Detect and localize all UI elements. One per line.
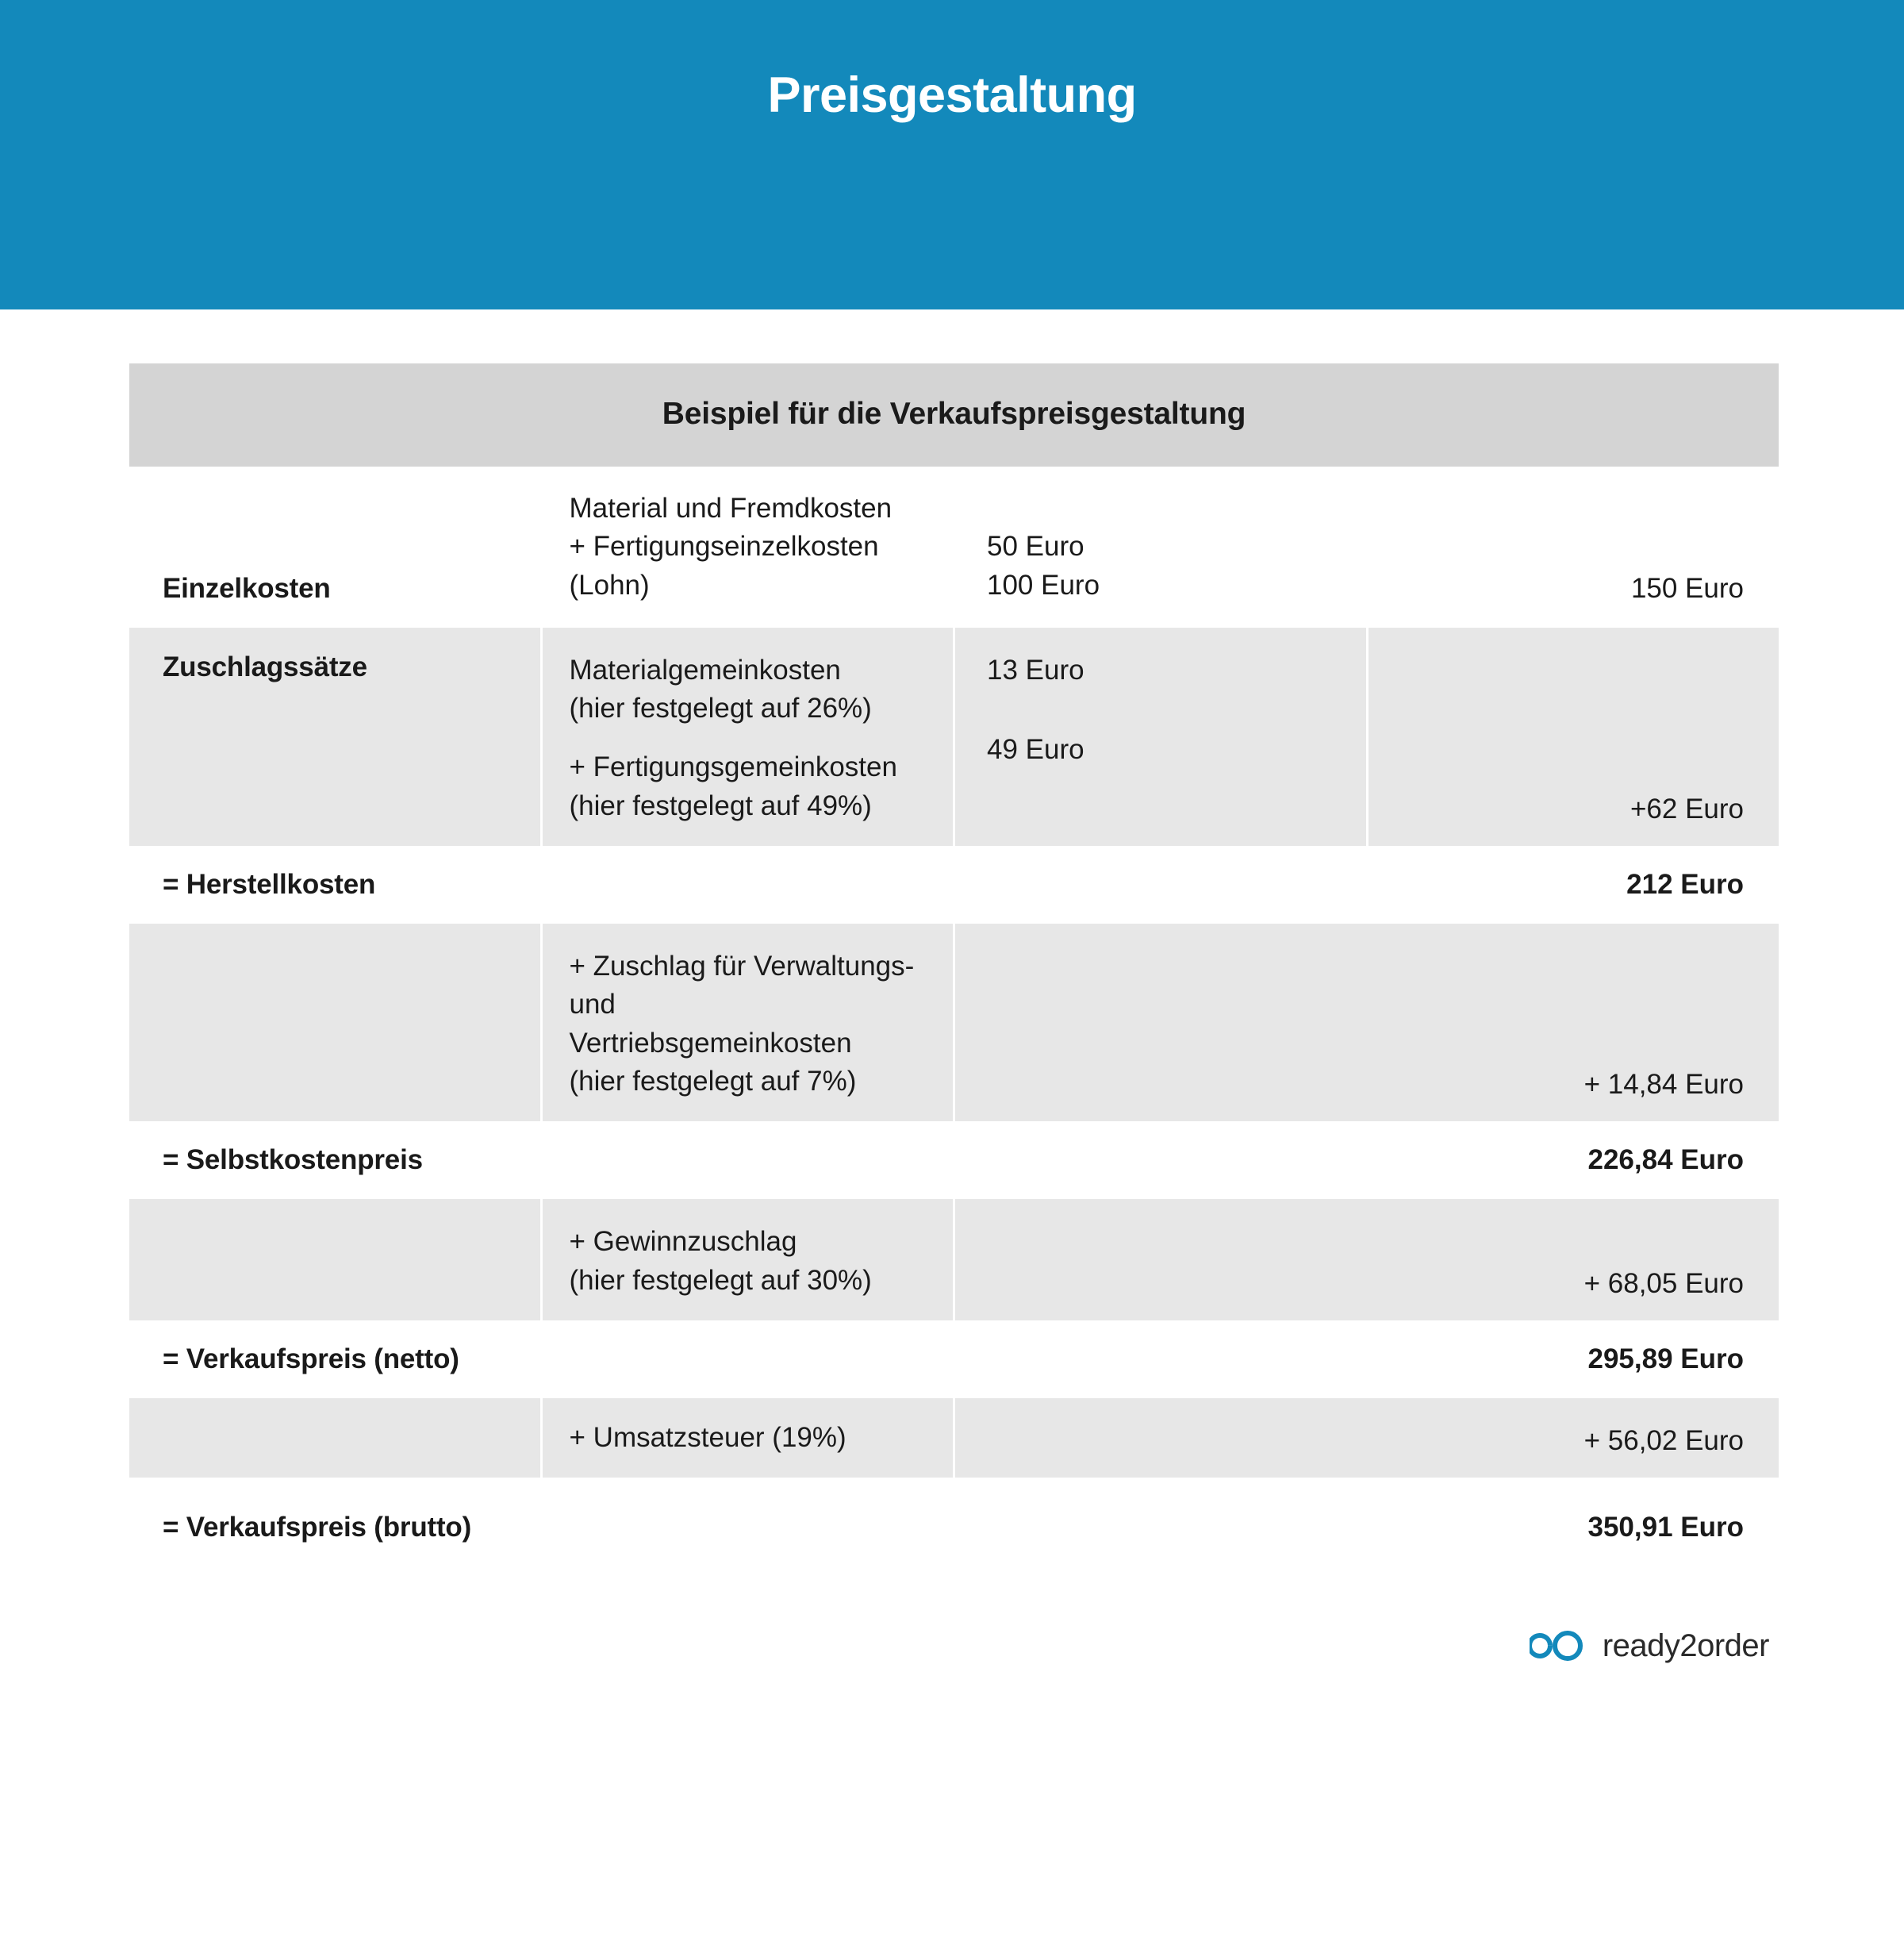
row-label: Einzelkosten (129, 468, 542, 627)
row-description (541, 626, 954, 847)
table-row (129, 468, 1780, 627)
row-description-line: Materialgemeinkosten (569, 654, 841, 686)
row-description-line: (hier festgelegt auf 49%) (569, 790, 872, 821)
table-row (129, 1321, 1780, 1397)
row-label: = Verkaufspreis (brutto) (129, 1479, 542, 1577)
table-row (129, 847, 1780, 923)
row-description-line: Material und Fremdkosten (569, 493, 892, 524)
table-row (129, 626, 1780, 847)
row-description-line: + Fertigungseinzelkosten (Lohn) (569, 531, 879, 601)
page-header-banner (0, 0, 1904, 309)
row-label: = Selbstkostenpreis (129, 1123, 542, 1198)
row-description: + Umsatzsteuer (19%) (541, 1397, 954, 1478)
row-description-line: + Fertigungsgemeinkosten (569, 751, 897, 783)
row-total: 226,84 Euro (541, 1123, 1780, 1198)
row-label (129, 1198, 542, 1322)
row-amount-line: 50 Euro (987, 531, 1084, 563)
table-row (129, 1198, 1780, 1322)
row-amount-spacer (987, 710, 1350, 731)
table-row (129, 1397, 1780, 1478)
row-description-line: Vertriebsgemeinkosten (569, 1027, 852, 1059)
table-body (129, 468, 1780, 1577)
row-total: 295,89 Euro (541, 1321, 1780, 1397)
table-container (0, 309, 1904, 1578)
row-label: = Herstellkosten (129, 847, 542, 923)
row-label (129, 923, 542, 1123)
row-amount (954, 468, 1368, 627)
row-label (129, 1397, 542, 1478)
row-amount-line: 13 Euro (987, 654, 1084, 686)
row-amount-line: 49 Euro (987, 734, 1084, 766)
row-total: + 56,02 Euro (954, 1397, 1780, 1478)
row-total: 150 Euro (1367, 468, 1780, 627)
row-total: 212 Euro (541, 847, 1780, 923)
table-header (129, 363, 1780, 468)
row-description-line: (hier festgelegt auf 30%) (569, 1264, 872, 1296)
row-description-line: (hier festgelegt auf 7%) (569, 1065, 857, 1097)
table-heading: Beispiel für die Verkaufspreisgestaltung (129, 363, 1780, 468)
row-amount-spacer (987, 690, 1350, 710)
row-description-line: + Gewinnzuschlag (569, 1226, 797, 1258)
ready2order-mark-icon (1530, 1625, 1588, 1666)
table-row (129, 1479, 1780, 1577)
row-total: 350,91 Euro (541, 1479, 1780, 1577)
page-title: Preisgestaltung (767, 67, 1137, 123)
row-description (541, 1198, 954, 1322)
row-amount-line: 100 Euro (987, 569, 1100, 601)
row-label: Zuschlagssätze (129, 626, 542, 847)
row-amount (954, 626, 1368, 847)
row-description (541, 468, 954, 627)
brand-logo (1530, 1625, 1769, 1666)
brand-name: ready2order (1602, 1628, 1769, 1663)
footer (0, 1578, 1904, 1666)
row-label: = Verkaufspreis (netto) (129, 1321, 542, 1397)
row-description-line: + Zuschlag für Verwaltungs- und (569, 951, 915, 1020)
pricing-table (127, 361, 1781, 1578)
row-description-line: (hier festgelegt auf 26%) (569, 693, 872, 724)
row-total: +62 Euro (1367, 626, 1780, 847)
table-row (129, 923, 1780, 1123)
row-description-spacer (570, 728, 930, 748)
table-row (129, 1123, 1780, 1198)
row-total: + 68,05 Euro (954, 1198, 1780, 1322)
row-description (541, 923, 954, 1123)
row-total: + 14,84 Euro (954, 923, 1780, 1123)
